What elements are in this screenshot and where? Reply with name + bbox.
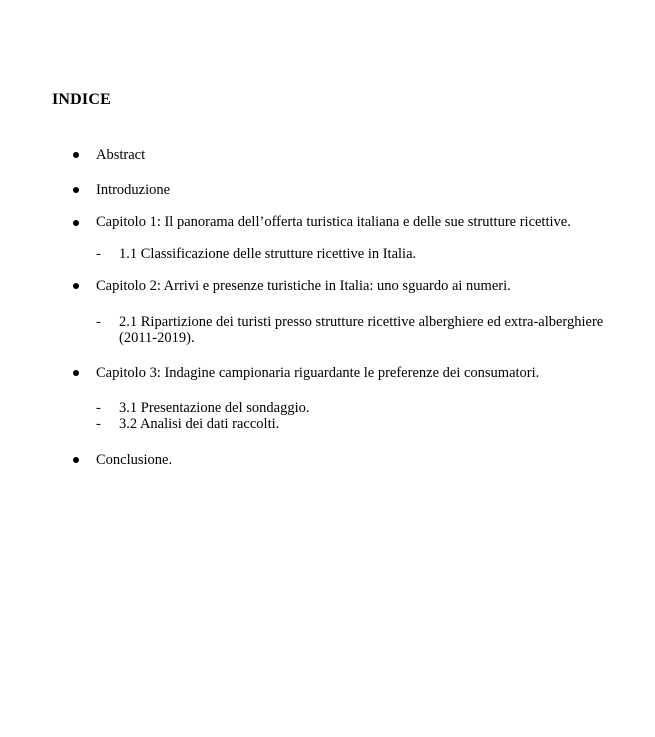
bullet-icon: [73, 283, 79, 289]
index-title: INDICE: [52, 91, 111, 108]
dash-marker: -: [96, 314, 101, 330]
dash-marker: -: [96, 416, 101, 432]
toc-entry-introduzione: Introduzione: [96, 182, 171, 198]
toc-entry-conclusione: Conclusione.: [96, 452, 173, 468]
toc-subentry-3-2: 3.2 Analisi dei dati raccolti.: [119, 416, 280, 432]
bullet-icon: [73, 457, 79, 463]
toc-entry-capitolo-2: Capitolo 2: Arrivi e presenze turistiche in Italia: uno sguardo ai numeri.: [96, 278, 511, 294]
bullet-icon: [73, 187, 79, 193]
bullet-icon: [73, 152, 79, 158]
bullet-icon: [73, 220, 79, 226]
bullet-icon: [73, 370, 79, 376]
dash-marker: -: [96, 400, 101, 416]
toc-entry-capitolo-1: Capitolo 1: Il panorama dell’offerta turistica italiana e delle sue strutture ricettive.: [96, 214, 571, 230]
toc-entry-capitolo-3: Capitolo 3: Indagine campionaria riguardante le preferenze dei consumatori.: [96, 365, 540, 381]
toc-subentry-3-1: 3.1 Presentazione del sondaggio.: [119, 400, 310, 416]
toc-subentry-1-1: 1.1 Classificazione delle strutture ricettive in Italia.: [119, 246, 417, 262]
dash-marker: -: [96, 246, 101, 262]
toc-entry-abstract: Abstract: [96, 147, 146, 163]
toc-subentry-2-1: 2.1 Ripartizione dei turisti presso strutture ricettive alberghiere ed extra-alberghiere (2011-2019).: [119, 314, 604, 346]
